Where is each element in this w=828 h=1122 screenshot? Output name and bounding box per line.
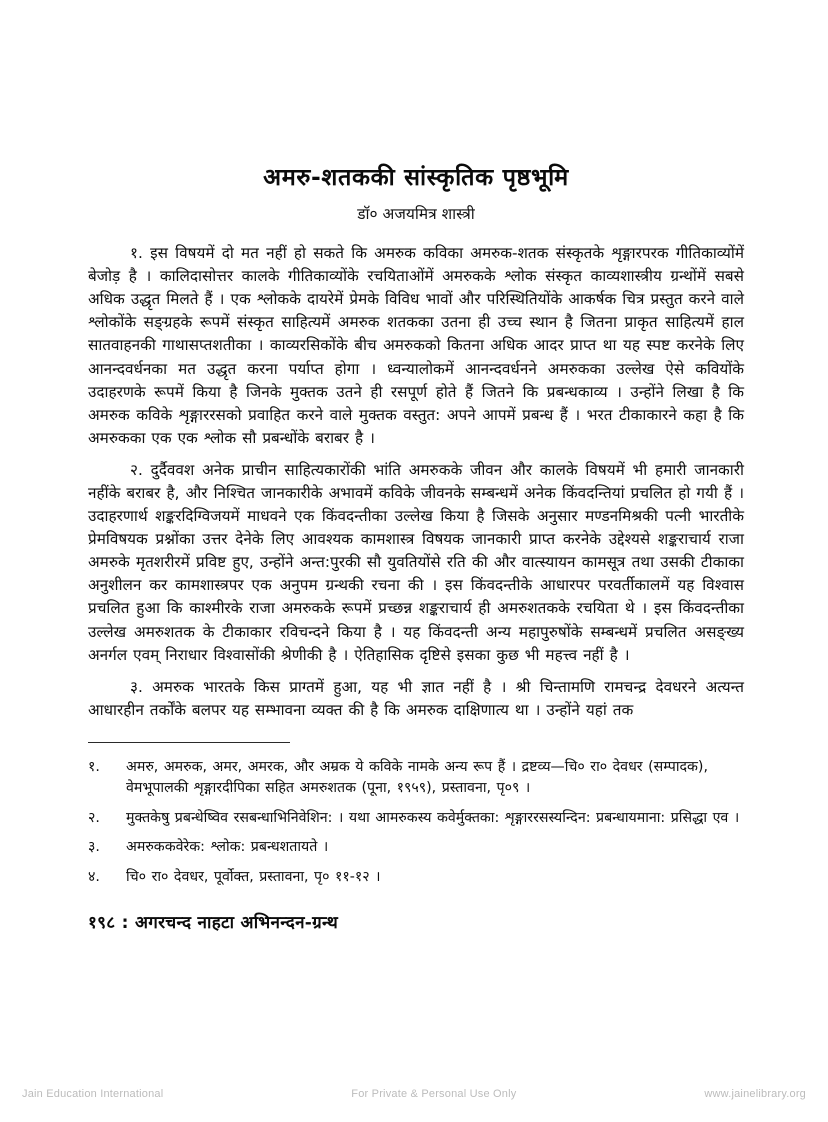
scan-watermark-footer (0, 1088, 828, 1100)
author-byline: डॉ० अजयमित्र शास्त्री (357, 205, 475, 224)
paragraph-2 (88, 459, 744, 667)
paragraph-1 (88, 242, 744, 450)
running-footer-page-number: १९८ : अगरचन्द नाहटा अभिनन्दन-ग्रन्थ (88, 913, 339, 934)
footnote-marker: ३. (88, 839, 100, 856)
footnote-item (88, 808, 744, 830)
footnote-text: अमरु, अमरुक, अमर, अमरक, और अम्रक ये कविके नामके अन्य रूप हैं । द्रष्टव्य—चि० रा० देवधर (सम्पादक), वेमभूपालकी शृङ्गारदीपिका सहित अमरुशतक (पूना, १९५९), प्रस्तावना, पृ०९ । (126, 758, 708, 797)
paragraph-body: इस विषयमें दो मत नहीं हो सकते कि अमरुक कविका अमरुक-शतक संस्कृतके शृङ्गारपरक गीतिकाव्योंमें बेजोड़ है । कालिदासोत्तर कालके गीतिकाव्योंके रचयिताओंमें अमरुकके श्लोक संस्कृत काव्यशास्त्रीय ग्रन्थोंमें सबसे अधिक उद्धृत मिलते हैं । एक श्लोकके दायरेमें प्रेमके विविध भावों और परिस्थितियोंके आकर्षक चित्र प्रस्तुत करने वाले श्लोकोंके सङ्ग्रहके रूपमें संस्कृत साहित्यमें अमरुक शतकका उतना ही उच्च स्थान है जितना प्राकृत साहित्यमें हाल सातवाहनकी गाथासप्तशतीका । काव्यरसिकोंके बीच अमरुकको कितना अधिक आदर प्राप्त था यह स्पष्ट करनेके लिए आनन्दवर्धनका मत उद्धृत करना पर्याप्त होगा । ध्वन्यालोकमें आनन्दवर्धनने अमरुकका उल्लेख ऐसे कवियोंके उदाहरणके रूपमें किया है जिनके मुक्तक उतने ही रसपूर्ण होते हैं जितने कि प्रबन्धकाव्य । उन्होंने लिखा है कि अमरुक कविके शृङ्गाररसको प्रवाहित करने वाले मुक्तक वस्तुत: अपने आपमें प्रबन्ध हैं । भरत टीकाकारने कहा है कि अमरुकका एक एक श्लोक सौ प्रबन्धोंके बराबर है । (88, 244, 744, 447)
paragraph-number: ३. (130, 677, 143, 696)
watermark-right: www.jainelibrary.org (704, 1088, 806, 1100)
footnote-item (88, 837, 744, 859)
paragraph-number: २. (130, 460, 143, 479)
footnote-text: चि० रा० देवधर, पूर्वोक्त, प्रस्तावना, पृ० ११-१२ । (126, 868, 381, 885)
paragraph-3 (88, 676, 744, 722)
watermark-center: For Private & Personal Use Only (351, 1088, 517, 1100)
footnote-marker: १. (88, 758, 100, 775)
footnote-text: अमरुककवेरेक: श्लोक: प्रबन्धशतायते । (126, 839, 329, 856)
footnote-text: मुक्तकेषु प्रबन्धेष्विव रसबन्धाभिनिवेशिन: । यथा आमरुकस्य कवेर्मुक्तका: शृङ्गाररसस्यन्दिन: प्रबन्धायमाना: प्रसिद्धा एव । (126, 809, 740, 826)
footnote-marker: ४. (88, 868, 100, 885)
footnote-marker: २. (88, 809, 100, 826)
page-content (88, 0, 744, 933)
footnote-list (88, 757, 744, 889)
footnote-item (88, 757, 744, 800)
page-title: अमरु-शतककी सांस्कृतिक पृष्ठभूमि (263, 163, 569, 191)
footnote-item (88, 867, 744, 889)
watermark-left: Jain Education International (22, 1088, 164, 1100)
paragraph-number: १. (130, 244, 143, 263)
body-text (88, 224, 744, 722)
paragraph-body: दुर्दैववश अनेक प्राचीन साहित्यकारोंकी भांति अमरुकके जीवन और कालके विषयमें भी हमारी जानकारी नहींके बराबर है, और निश्चित जानकारीके अभावमें कविके जीवनके सम्बन्धमें अनेक किंवदन्तियां प्रचलित हो गयी हैं । उदाहरणार्थ शङ्करदिग्विजयमें माधवने एक किंवदन्तीका उल्लेख किया है जिसके अनुसार मण्डनमिश्रकी पत्नी भारतीके प्रेमविषयक प्रश्नोंका उत्तर देनेके लिए आवश्यक कामशास्त्र विषयक जानकारी प्राप्त करनेके उद्देश्यसे शङ्कराचार्य राजा अमरुके मृतशरीरमें प्रविष्ट हुए, उन्होंने अन्त:पुरकी सौ युवतियोंसे रति की और वात्स्यायन कामसूत्र तथा उसकी टीकाका अनुशीलन कर कामशास्त्रपर एक अनुपम ग्रन्थकी रचना की । इस किंवदन्तीके आधारपर परवर्तीकालमें यह विश्वास प्रचलित हुआ कि काश्मीरके राजा अमरुकके रूपमें प्रच्छन्न शङ्कराचार्य ही अमरुशतकके रचयिता थे । इस किंवदन्तीका उल्लेख अमरुशतक के टीकाकार रविचन्दने किया है । यह किंवदन्ती अन्य महापुरुषोंके सम्बन्धमें प्रचलित असङ्ख्य अनर्गल एवम् निराधार विश्वासोंकी श्रेणीकी है । ऐतिहासिक दृष्टिसे इसका कुछ भी महत्त्व नहीं है । (88, 460, 744, 664)
paragraph-body: अमरुक भारतके किस प्राग्तमें हुआ, यह भी ज्ञात नहीं है । श्री चिन्तामणि रामचन्द्र देवधरने अत्यन्त आधारहीन तर्कोंके बलपर यह सम्भावना व्यक्त की है कि अमरुक दाक्षिणात्य था । उन्होंने यहां तक (88, 677, 744, 719)
footnote-separator-rule (88, 742, 290, 743)
